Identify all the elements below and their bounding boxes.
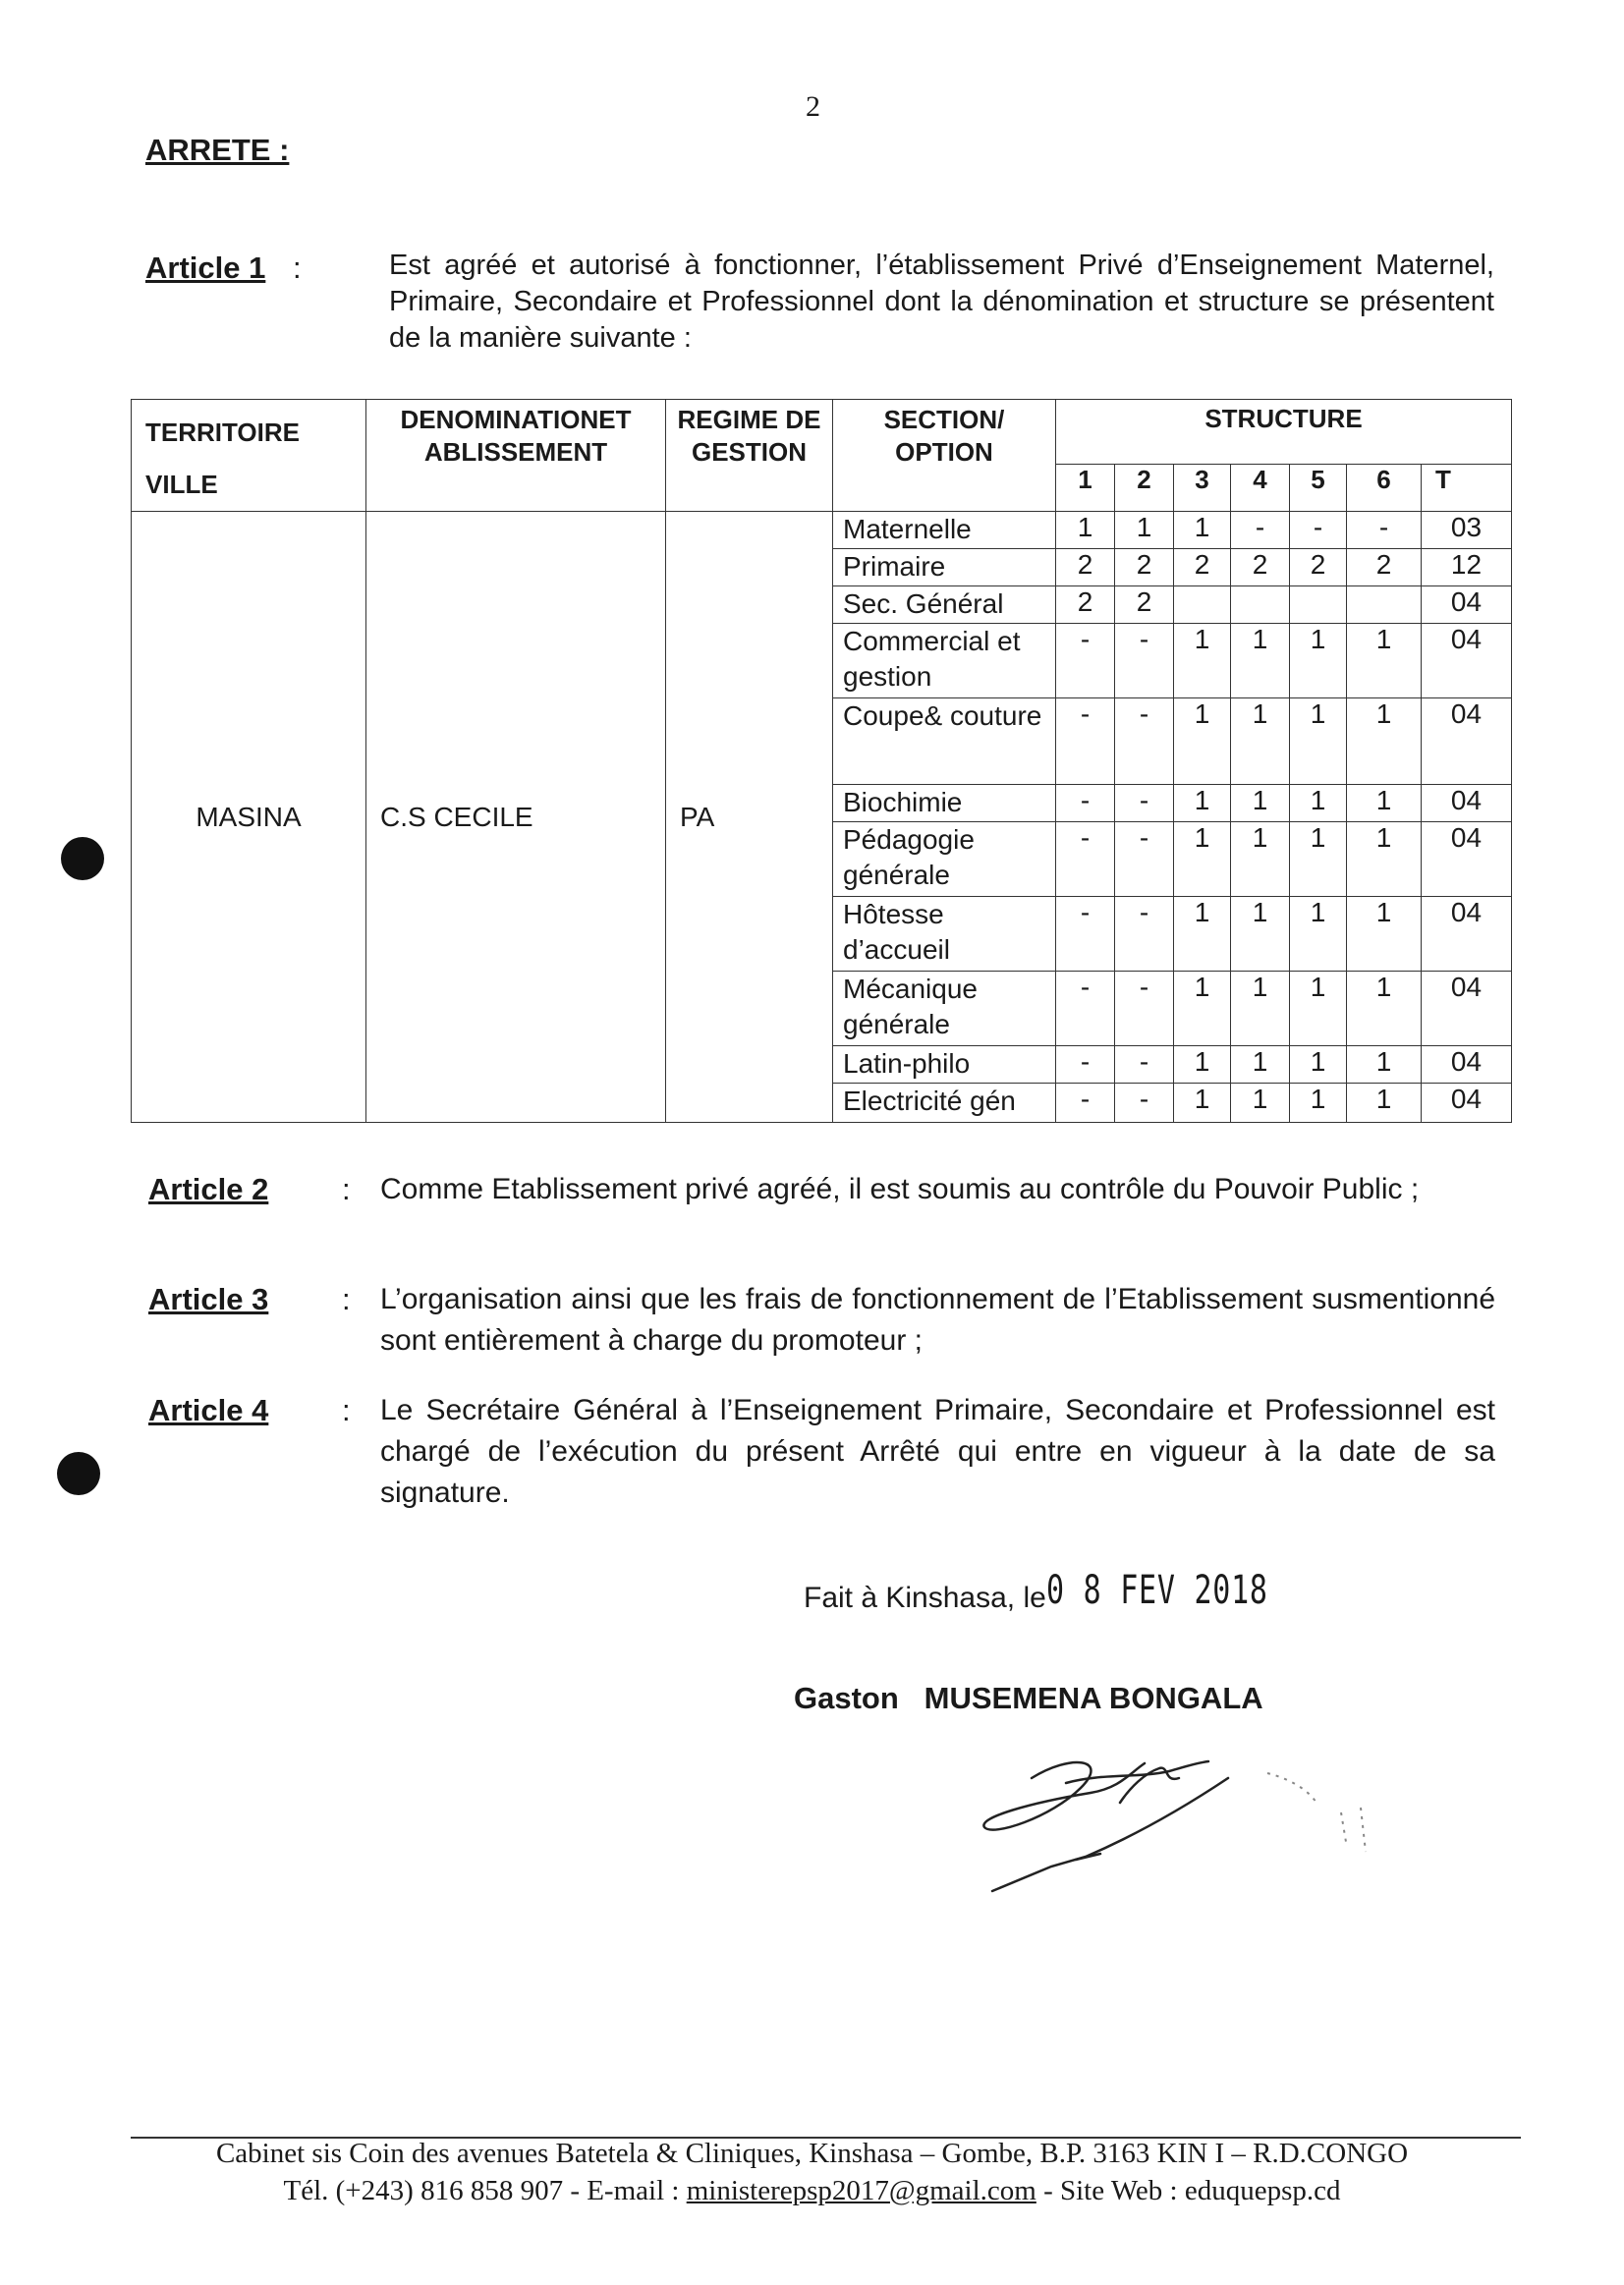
value-cell: - — [1056, 897, 1115, 972]
footer-contact — [0, 2175, 1624, 2207]
structure-table — [131, 399, 1512, 1123]
signatory-name: Gaston MUSEMENA BONGALA — [794, 1681, 1263, 1715]
option-cell: Mécanique générale — [833, 972, 1056, 1046]
option-cell: Hôtesse d’accueil — [833, 897, 1056, 972]
value-cell: 2 — [1231, 549, 1290, 586]
value-cell: 1 — [1231, 624, 1290, 698]
value-cell: - — [1056, 1046, 1115, 1084]
total-cell: 04 — [1422, 785, 1512, 822]
option-cell: Latin-philo — [833, 1046, 1056, 1084]
value-cell: - — [1115, 1046, 1174, 1084]
value-cell: - — [1115, 698, 1174, 785]
value-cell: - — [1290, 512, 1347, 549]
value-cell: 1 — [1174, 972, 1231, 1046]
article-2-text: Comme Etablissement privé agréé, il est soumis au contrôle du Pouvoir Public ; — [380, 1173, 1420, 1205]
total-cell: 04 — [1422, 1084, 1512, 1123]
footer-email[interactable]: ministerepsp2017@gmail.com — [686, 2175, 1036, 2206]
fait-a-label: Fait à Kinshasa, le — [804, 1582, 1046, 1614]
value-cell: 1 — [1290, 698, 1347, 785]
option-cell: Sec. Général — [833, 586, 1056, 624]
value-cell: 2 — [1347, 549, 1422, 586]
arrete-heading: ARRETE : — [145, 133, 290, 167]
value-cell: - — [1056, 785, 1115, 822]
punch-hole-mark — [61, 837, 104, 880]
col-header-1: 1 — [1056, 465, 1115, 512]
value-cell: 1 — [1174, 1046, 1231, 1084]
value-cell: 1 — [1231, 972, 1290, 1046]
denomination-header: DENOMINATIONET ABLISSEMENT — [366, 400, 666, 512]
value-cell: - — [1056, 698, 1115, 785]
value-cell: 1 — [1231, 785, 1290, 822]
value-cell: - — [1347, 512, 1422, 549]
option-cell: Electricité gén — [833, 1084, 1056, 1123]
article-3-colon: : — [342, 1282, 351, 1316]
total-cell: 03 — [1422, 512, 1512, 549]
article-4-text: Le Secrétaire Général à l’Enseignement Primaire, Secondaire et Professionnel est chargé de l’exécution du présent Arrêté qui entre en vigueur à la date de sa signature. — [380, 1394, 1495, 1509]
value-cell: 1 — [1290, 785, 1347, 822]
value-cell: 1 — [1347, 698, 1422, 785]
value-cell: 2 — [1115, 549, 1174, 586]
article-3-text: L’organisation ainsi que les frais de fonctionnement de l’Etablissement susmentionné sont entièrement à charge du promoteur ; — [380, 1283, 1495, 1357]
article-1-colon: : — [293, 251, 302, 285]
value-cell: 1 — [1231, 1084, 1290, 1123]
value-cell: - — [1115, 897, 1174, 972]
total-cell: 04 — [1422, 698, 1512, 785]
option-cell: Coupe& couture — [833, 698, 1056, 785]
value-cell: 1 — [1174, 512, 1231, 549]
value-cell: 1 — [1347, 897, 1422, 972]
value-cell: 1 — [1347, 624, 1422, 698]
article-2-label: Article 2 — [148, 1172, 269, 1206]
value-cell: 1 — [1290, 1084, 1347, 1123]
col-header-3: 3 — [1174, 465, 1231, 512]
value-cell — [1231, 586, 1290, 624]
value-cell: 1 — [1290, 822, 1347, 897]
total-cell: 04 — [1422, 1046, 1512, 1084]
col-header-6: 6 — [1347, 465, 1422, 512]
value-cell: - — [1056, 972, 1115, 1046]
value-cell: 2 — [1056, 586, 1115, 624]
col-header-4: 4 — [1231, 465, 1290, 512]
regime-header: REGIME DE GESTION — [666, 400, 833, 512]
value-cell: 2 — [1174, 549, 1231, 586]
col-header-total: T — [1422, 465, 1512, 512]
punch-hole-mark — [57, 1452, 100, 1495]
value-cell: - — [1115, 624, 1174, 698]
value-cell: - — [1115, 1084, 1174, 1123]
value-cell — [1290, 586, 1347, 624]
total-cell: 04 — [1422, 624, 1512, 698]
value-cell: - — [1056, 822, 1115, 897]
value-cell: 1 — [1347, 1046, 1422, 1084]
value-cell: 1 — [1174, 822, 1231, 897]
value-cell: 1 — [1290, 972, 1347, 1046]
section-header: SECTION/ OPTION — [833, 400, 1056, 512]
article-1-text: Est agréé et autorisé à fonctionner, l’établissement Privé d’Enseignement Maternel, Primaire, Secondaire et Professionnel dont la dénomination et structure se présentent de la manière suivante : — [389, 250, 1494, 354]
value-cell: 1 — [1174, 785, 1231, 822]
value-cell: 2 — [1115, 586, 1174, 624]
value-cell: 1 — [1174, 1084, 1231, 1123]
denomination-cell: C.S CECILE — [366, 512, 666, 1123]
value-cell: 1 — [1231, 698, 1290, 785]
value-cell: - — [1056, 1084, 1115, 1123]
total-cell: 04 — [1422, 897, 1512, 972]
value-cell: 2 — [1056, 549, 1115, 586]
total-cell: 04 — [1422, 972, 1512, 1046]
value-cell — [1174, 586, 1231, 624]
value-cell: - — [1231, 512, 1290, 549]
value-cell: 1 — [1174, 624, 1231, 698]
value-cell: 1 — [1347, 785, 1422, 822]
total-cell: 04 — [1422, 586, 1512, 624]
option-cell: Pédagogie générale — [833, 822, 1056, 897]
territoire-cell: MASINA — [132, 512, 366, 1123]
value-cell: 1 — [1115, 512, 1174, 549]
total-cell: 12 — [1422, 549, 1512, 586]
value-cell: 1 — [1290, 1046, 1347, 1084]
value-cell: 1 — [1231, 1046, 1290, 1084]
option-cell: Biochimie — [833, 785, 1056, 822]
option-cell: Commercial et gestion — [833, 624, 1056, 698]
article-2-colon: : — [342, 1172, 351, 1206]
date-stamp: 0 8 FEV 2018 — [1045, 1568, 1268, 1613]
option-cell: Maternelle — [833, 512, 1056, 549]
value-cell: 1 — [1174, 897, 1231, 972]
value-cell: 1 — [1347, 1084, 1422, 1123]
regime-cell: PA — [666, 512, 833, 1123]
col-header-5: 5 — [1290, 465, 1347, 512]
value-cell: - — [1056, 624, 1115, 698]
territoire-header-line2: VILLE — [145, 470, 218, 499]
value-cell: - — [1115, 785, 1174, 822]
article-4-label: Article 4 — [148, 1393, 269, 1427]
footer-site: - Site Web : eduquepsp.cd — [1036, 2175, 1341, 2206]
footer-tel: Tél. (+243) 816 858 907 - E-mail : — [283, 2175, 687, 2206]
article-3-label: Article 3 — [148, 1282, 269, 1316]
value-cell: - — [1115, 972, 1174, 1046]
value-cell: 1 — [1231, 897, 1290, 972]
value-cell: 1 — [1347, 972, 1422, 1046]
structure-header: STRUCTURE — [1056, 400, 1512, 465]
value-cell: 2 — [1290, 549, 1347, 586]
signature-image — [973, 1734, 1405, 1906]
value-cell: 1 — [1056, 512, 1115, 549]
value-cell — [1347, 586, 1422, 624]
article-4-colon: : — [342, 1393, 351, 1427]
article-1-label: Article 1 — [145, 251, 266, 285]
total-cell: 04 — [1422, 822, 1512, 897]
value-cell: 1 — [1290, 897, 1347, 972]
territoire-header — [132, 400, 366, 512]
value-cell: 1 — [1347, 822, 1422, 897]
footer-address: Cabinet sis Coin des avenues Batetela & Cliniques, Kinshasa – Gombe, B.P. 3163 KIN I – R.D.CONGO — [215, 2138, 1409, 2169]
value-cell: 1 — [1231, 822, 1290, 897]
territoire-header-line1: TERRITOIRE — [145, 418, 300, 447]
col-header-2: 2 — [1115, 465, 1174, 512]
value-cell: - — [1115, 822, 1174, 897]
place-date-line — [804, 1568, 1342, 1617]
page-number: 2 — [806, 90, 820, 123]
option-cell: Primaire — [833, 549, 1056, 586]
value-cell: 1 — [1174, 698, 1231, 785]
value-cell: 1 — [1290, 624, 1347, 698]
